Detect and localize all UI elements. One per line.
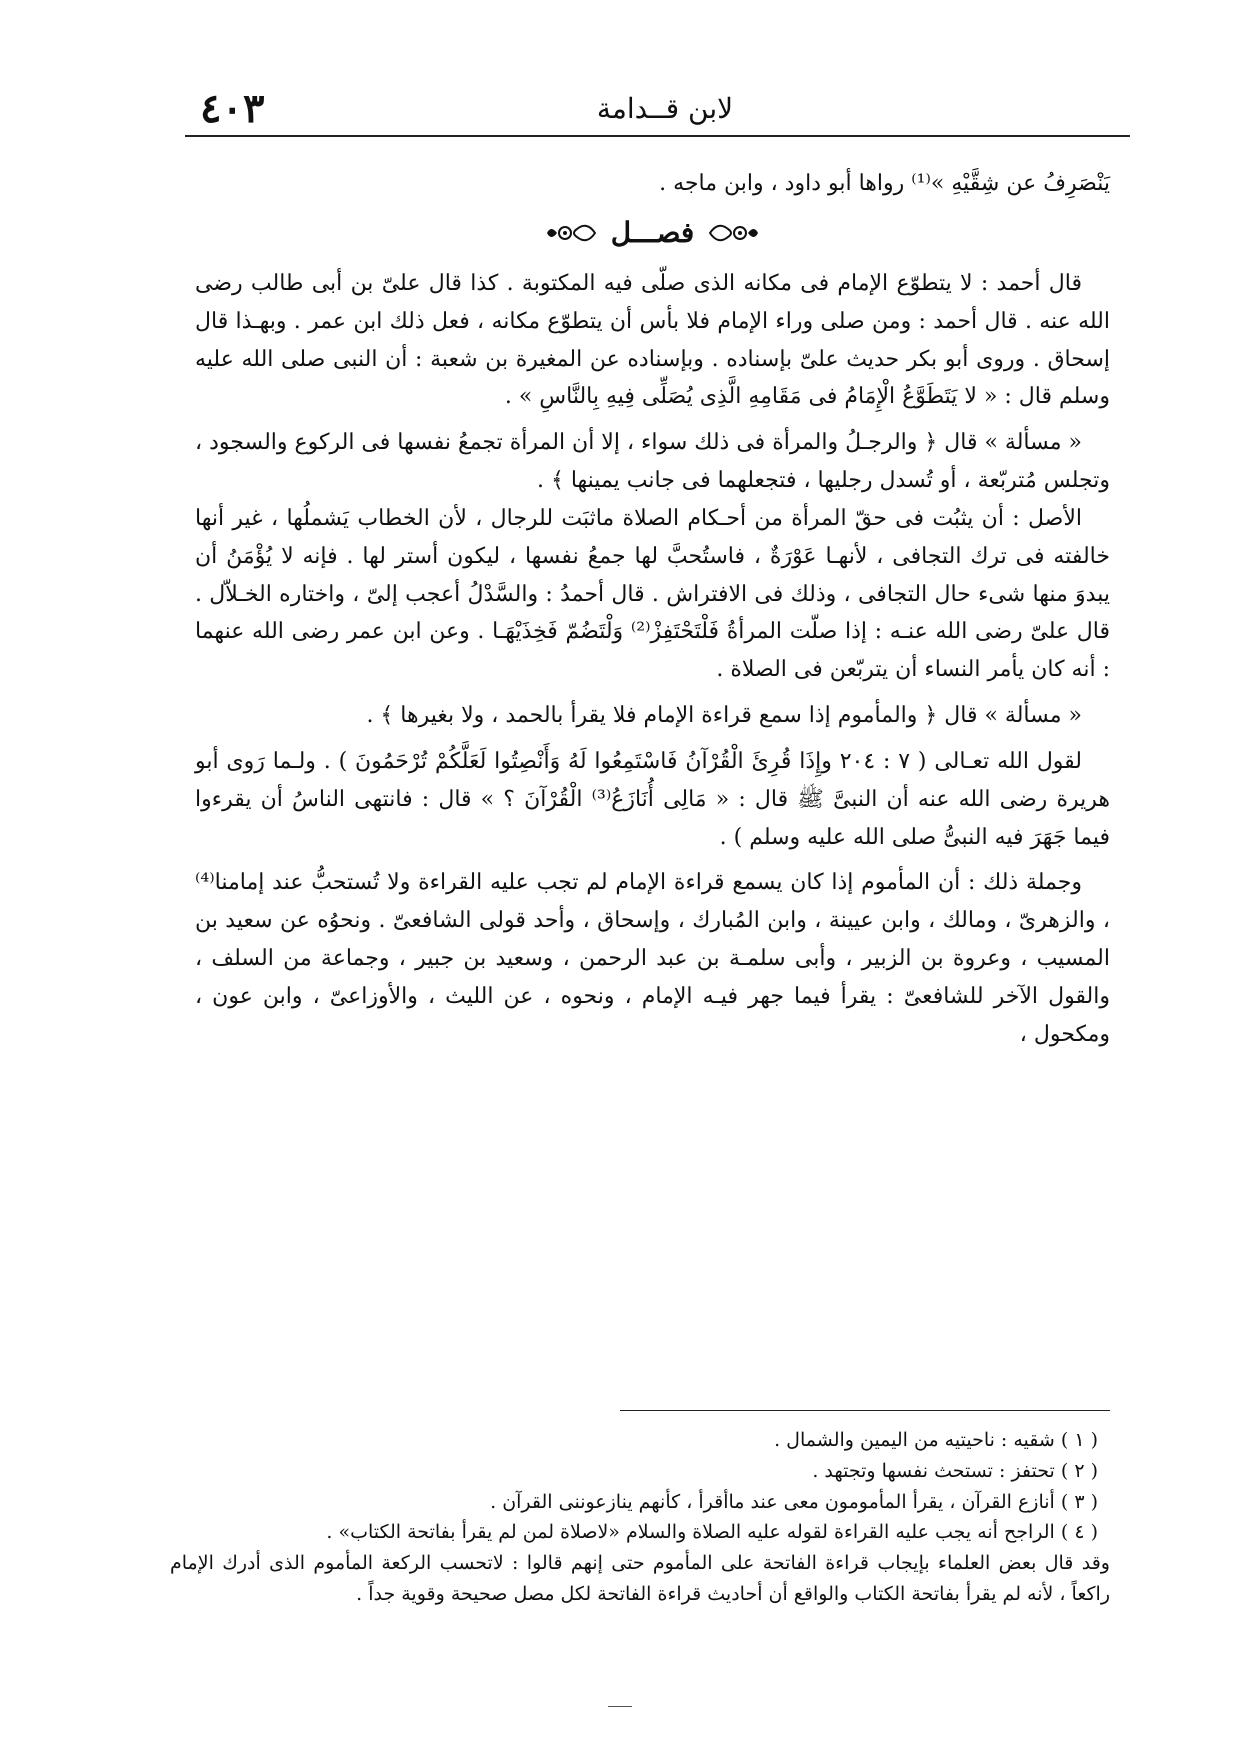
footnote-2: ( ٢ ) تحتفز : تستحث نفسها وتجتهد . [812, 1459, 1098, 1482]
paragraph-jumla: وجملة ذلك : أن المأموم إذا كان يسمع قراءة الإمام لم تجب عليه القراءة ولا تُستحبُّ عند إمامنا⁽⁴⁾ ، والزهرىّ ، ومالك ، وابن عيينة ، وابن المُبارك ، وإسحاق ، وأحد قولى الشافعىّ . ونحوُه عن سعيد بن المسيب ، وعروة بن الزبير ، وأبى سلمـة بن عبد الرحمن ، وسعيد بن جبير ، وجماعة من السلف ، والقول الآخر للشافعىّ : يقرأ فيما جهر فيـه الإمام ، ونحوه ، عن الليث ، والأوزاعىّ ، وابن عون ، ومكحول ، [195, 870, 1110, 1047]
header-rule [185, 135, 1130, 137]
ornament-right-icon [708, 219, 760, 247]
page-number: ٤٠٣ [200, 84, 265, 132]
footnote-3: ( ٣ ) أنازع القرآن ، يقرأ المأمومون معى عند ماأقرأ ، كأنهم ينازعوننى القرآن . [490, 1490, 1098, 1513]
footnote-rule [620, 1410, 1110, 1411]
footnotes [170, 1425, 1110, 1610]
section-heading [195, 209, 1110, 257]
ornament-left-icon [545, 219, 597, 247]
paragraph-masala-1: « مسألة » قال ﴿ والرجـلُ والمرأة فى ذلك سواء ، إلا أن المرأة تجمعُ نفسها فى الركوع والسجود ، وتجلس مُتربّعة ، أو تُسدل رجليها ، فتجعلهما فى جانب يمينها ﴾ . [195, 430, 1110, 494]
section-title: فصـــل [610, 215, 695, 249]
paragraph-masala-2: « مسألة » قال ﴿ والمأموم إذا سمع قراءة الإمام فلا يقرأ بالحمد ، ولا بغيرها ﴾ . [366, 703, 1082, 729]
main-text [195, 165, 1110, 1054]
footnote-4-continuation: وقد قال بعض العلماء بإيجاب قراءة الفاتحة على المأموم حتى إنهم قالوا : لاتحسب الركعة المأموم الذى أدرك الإمام راكعاً ، لأنه لم يقرأ بفاتحة الكتاب والواقع أن أحاديث قراءة الفاتحة لكل مصل صحيحة وقوية جداً . [170, 1552, 1110, 1605]
footnote-1: ( ١ ) شقيه : ناحيتيه من اليمين والشمال . [774, 1429, 1098, 1451]
paragraph-continuation: يَنْصَرِفُ عن شِقَّيْهِ »⁽¹⁾ رواها أبو داود ، وابن ماجه . [659, 171, 1110, 196]
paragraph-ahmad: قال أحمد : لا يتطوّع الإمام فى مكانه الذى صلّى فيه المكتوبة . كذا قال علىّ بن أبى طالب رضى الله عنه . قال أحمد : ومن صلى وراء الإمام فلا بأس أن يتطوّع مكانه ، فعل ذلك ابن عمر . وبهـذا قال إسحاق . وروى أبو بكر حديث علىّ بإسناده . وبإسناده عن المغيرة بن شعبة : أن النبى صلى الله عليه وسلم قال : « لا يَتَطَوَّعُ الْإِمَامُ فى مَقَامِهِ الَّذِى يُصَلِّى فِيهِ بِالنَّاسِ » . [195, 270, 1110, 410]
paragraph-asl: الأصل : أن يثبُت فى حقّ المرأة من أحـكام الصلاة ماثبَت للرجال ، لأن الخطاب يَشملُها ، غير أنها خالفته فى ترك التجافى ، لأنهـا عَوْرَةٌ ، فاستُحبَّ لها جمعُ نفسها ، ليكون أستر لها . فإنه لا يُؤْمَنُ أن يبدوَ منها شىء حال التجافى ، وذلك فى الافتراش . قال أحمدُ : والسَّدْلُ أعجب إلىّ ، واختاره الخـلاّل . قال علىّ رضى الله عنـه : إذا صلّت المرأةُ فَلْتَحْتَفِزْ⁽²⁾ وَلْتَضُمّ فَخِذَيْهَـا . وعن ابن عمر رضى الله عنهما : أنه كان يأمر النساء أن يتربّعن فى الصلاة . [195, 505, 1110, 683]
running-title: لابن قــدامة [596, 91, 734, 125]
paragraph-quran: لقول الله تعـالى ( ٧ : ٢٠٤ وإِذَا قُرِئَ الْقُرْآنُ فَاسْتَمِعُوا لَهُ وَأَنْصِتُوا لَعَلَّكُمْ تُرْحَمُونَ ) . ولـما رَوى أبو هريرة رضى الله عنه أن النبىَّ ﷺ قال : « مَالِى أُنَازَعُ⁽³⁾ الْقُرْآنَ ؟ » قال : فانتهى الناسُ أن يقرءوا فيما جَهَرَ فيه النبىُّ صلى الله عليه وسلم ) . [195, 748, 1110, 850]
bottom-mark [608, 1706, 632, 1707]
page-header [200, 80, 1130, 136]
footnote-4: ( ٤ ) الراجح أنه يجب عليه القراءة لقوله عليه الصلاة والسلام «لاصلاة لمن لم يقرأ بفاتحة الكتاب» . [326, 1521, 1098, 1544]
